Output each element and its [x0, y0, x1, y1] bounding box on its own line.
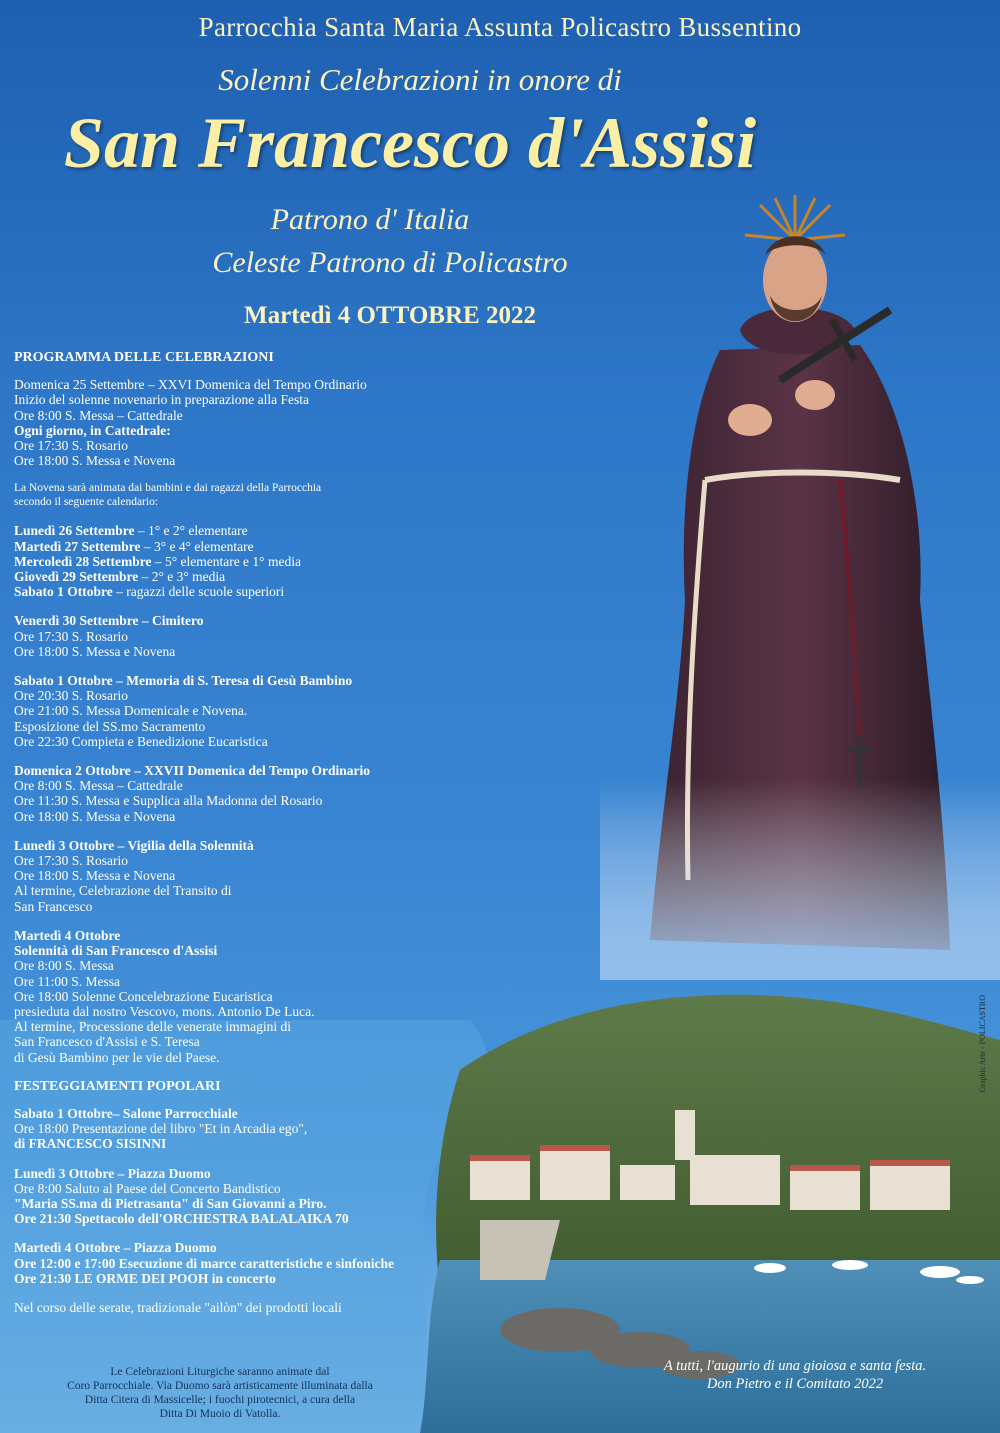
novena-calendar: [14, 523, 484, 599]
footer-line: Coro Parrocchiale. Via Duomo sarà artisticamente illuminata dalla: [67, 1380, 373, 1392]
program-line: Ore 22:30 Compieta e Benedizione Eucaristica: [14, 733, 268, 749]
festivity-heading: Lunedì 3 Ottobre – Piazza Duomo: [14, 1165, 211, 1181]
program-line: San Francesco: [14, 898, 93, 914]
calendar-day: Giovedì 29 Settembre: [14, 569, 139, 585]
program-line: Ore 8:00 S. Messa – Cattedrale: [14, 407, 183, 423]
program-line: Ore 11:30 S. Messa e Supplica alla Madonna del Rosario: [14, 793, 323, 809]
program-line: Domenica 25 Settembre – XXVI Domenica del Tempo Ordinario: [14, 377, 367, 393]
calendar-day: Martedì 27 Settembre: [14, 538, 141, 554]
closing-note: Nel corso delle serate, tradizionale "ailòn" dei prodotti locali: [14, 1299, 342, 1315]
program-line: Ore 17:30 S. Rosario: [14, 628, 128, 644]
calendar-row: [14, 569, 484, 584]
calendar-row: [14, 523, 484, 538]
calendar-row: [14, 584, 484, 599]
program-line: Al termine, Celebrazione del Transito di: [14, 883, 232, 899]
festivity-line: Ore 21:30 LE ORME DEI POOH in concerto: [14, 1270, 276, 1286]
calendar-group: – 1° e 2° elementare: [134, 523, 248, 539]
program-line: Inizio del solenne novenario in preparazione alla Festa: [14, 392, 310, 408]
festivity-block-oct3: [14, 1166, 484, 1227]
calendar-day: Mercoledì 28 Settembre: [14, 553, 152, 569]
footer-line: Ditta Di Muoio di Vatolla.: [159, 1408, 281, 1420]
festivity-block-oct1: [14, 1106, 484, 1152]
footer-line: Le Celebrazioni Liturgiche saranno animate dal: [110, 1366, 330, 1378]
program-line: Ore 21:00 S. Messa Domenicale e Novena.: [14, 703, 248, 719]
greeting-line: A tutti, l'augurio di una gioiosa e santa festa.: [663, 1358, 927, 1374]
festivity-line: di FRANCESCO SISINNI: [14, 1136, 167, 1152]
calendar-group: – 3° e 4° elementare: [140, 538, 254, 554]
program-line: Ore 17:30 S. Rosario: [14, 853, 128, 869]
note-line: secondo il seguente calendario:: [14, 495, 159, 508]
novena-note: [14, 482, 484, 509]
program-line: Al termine, Processione delle venerate immagini di: [14, 1019, 292, 1035]
program-block-sept25: [14, 377, 484, 468]
program-block-oct4: [14, 928, 484, 1065]
liturgy-note: [20, 1365, 420, 1421]
program-line: presieduta dal nostro Vescovo, mons. Antonio De Luca.: [14, 1003, 315, 1019]
calendar-row: [14, 539, 484, 554]
program-line: Ore 18:00 S. Messa e Novena: [14, 868, 176, 884]
program-heading: Sabato 1 Ottobre – Memoria di S. Teresa di Gesù Bambino: [14, 673, 353, 689]
program-block-sept30: [14, 613, 484, 659]
program-section: [14, 350, 484, 1329]
calendar-group: – ragazzi delle scuole superiori: [112, 584, 285, 600]
program-line: Ore 18:00 S. Messa e Novena: [14, 808, 176, 824]
calendar-row: [14, 554, 484, 569]
parish-name: Parrocchia Santa Maria Assunta Policastro Bussentino: [198, 12, 802, 42]
festivity-line: Ore 18:00 Presentazione del libro "Et in Arcadia ego",: [14, 1121, 308, 1137]
program-line: Ogni giorno, in Cattedrale:: [14, 422, 171, 438]
calendar-group: – 2° e 3° media: [138, 569, 226, 585]
program-heading: Lunedì 3 Ottobre – Vigilia della Solennità: [14, 837, 254, 853]
program-line: Ore 8:00 S. Messa: [14, 958, 114, 974]
saint-statue-image: [600, 180, 1000, 980]
program-line: di Gesù Bambino per le vie del Paese.: [14, 1049, 220, 1065]
patron-italy: Patrono d' Italia: [270, 203, 470, 236]
footer-line: Ditta Citera di Massicelle; i fuochi pirotecnici, a cura della: [84, 1394, 356, 1406]
program-heading: Martedì 4 Ottobre: [14, 927, 121, 943]
program-line: San Francesco d'Assisi e S. Teresa: [14, 1034, 200, 1050]
program-line: Ore 11:00 S. Messa: [14, 973, 120, 989]
calendar-group: – 5° elementare e 1° media: [151, 553, 301, 569]
festivity-line: "Maria SS.ma di Pietrasanta" di San Giovanni a Piro.: [14, 1195, 327, 1211]
program-title: PROGRAMMA DELLE CELEBRAZIONI: [14, 350, 274, 365]
program-block-oct1: [14, 673, 484, 749]
program-heading: Solennità di San Francesco d'Assisi: [14, 943, 218, 959]
festivity-line: Ore 12:00 e 17:00 Esecuzione di marce caratteristiche e sinfoniche: [14, 1255, 395, 1271]
celebration-subtitle: Solenni Celebrazioni in onore di: [218, 62, 622, 97]
program-heading: Venerdì 30 Settembre – Cimitero: [14, 613, 204, 629]
program-line: Ore 18:00 S. Messa e Novena: [14, 643, 176, 659]
program-line: Ore 17:30 S. Rosario: [14, 438, 128, 454]
program-heading: Domenica 2 Ottobre – XXVII Domenica del Tempo Ordinario: [14, 763, 370, 779]
program-line: Ore 18:00 S. Messa e Novena: [14, 453, 176, 469]
calendar-day: Lunedì 26 Settembre: [14, 523, 135, 539]
festivity-block-oct4: [14, 1240, 484, 1286]
graphic-credit: Graphic Arte - POLICASTRO: [978, 995, 987, 1093]
saint-title: San Francesco d'Assisi: [63, 103, 757, 183]
calendar-day: Sabato 1 Ottobre: [14, 584, 113, 600]
patron-local: Celeste Patrono di Policastro: [212, 246, 568, 279]
signature-line: Don Pietro e il Comitato 2022: [706, 1376, 884, 1392]
program-block-oct2: [14, 763, 484, 824]
program-line: Ore 18:00 Solenne Concelebrazione Eucaristica: [14, 988, 273, 1004]
note-line: La Novena sarà animata dai bambini e dai ragazzi della Parrocchia: [14, 482, 322, 495]
festivity-line: Ore 8:00 Saluto al Paese del Concerto Bandistico: [14, 1180, 281, 1196]
festivity-heading: Martedì 4 Ottobre – Piazza Duomo: [14, 1240, 217, 1256]
feast-date: Martedì 4 OTTOBRE 2022: [244, 302, 536, 329]
festivity-heading: Sabato 1 Ottobre– Salone Parrocchiale: [14, 1105, 238, 1121]
program-block-oct3: [14, 838, 484, 914]
festivity-line: Ore 21:30 Spettacolo dell'ORCHESTRA BALALAIKA 70: [14, 1211, 349, 1227]
program-line: Ore 8:00 S. Messa – Cattedrale: [14, 778, 183, 794]
greeting: [600, 1357, 990, 1393]
program-line: Esposizione del SS.mo Sacramento: [14, 718, 206, 734]
festivities-title: FESTEGGIAMENTI POPOLARI: [14, 1078, 221, 1094]
program-line: Ore 20:30 S. Rosario: [14, 688, 128, 704]
